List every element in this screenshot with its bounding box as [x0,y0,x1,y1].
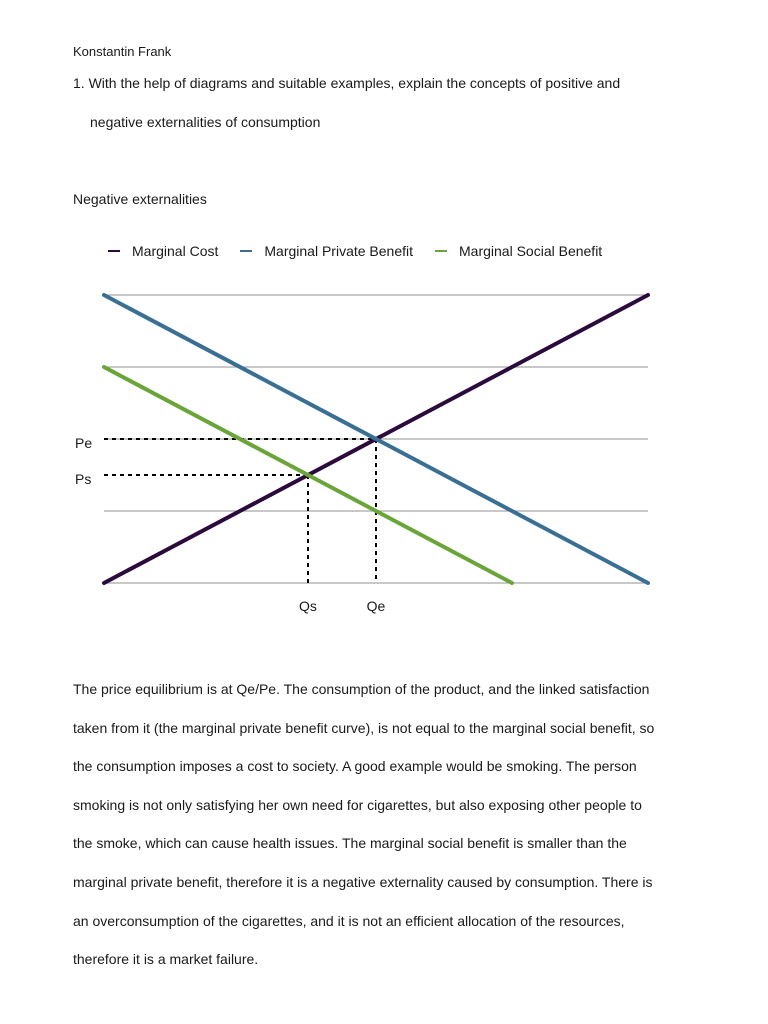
paragraph-line: the smoke, which can cause health issues. The marginal social benefit is smaller than the [73,835,627,852]
paragraph-line: smoking is not only satisfying her own need for cigarettes, but also exposing other people to [73,796,642,813]
paragraph-line: marginal private benefit, therefore it is a negative externality caused by consumption. There is [73,873,653,890]
y-tick-label-pe: Pe [75,435,93,451]
paragraph-line: taken from it (the marginal private benefit curve), is not equal to the marginal social benefit, so [73,719,655,736]
paragraph-line: the consumption imposes a cost to society. A good example would be smoking. The person [73,758,637,775]
question-line-1: 1. With the help of diagrams and suitable examples, explain the concepts of positive and [73,75,621,91]
explanation-paragraph [73,676,703,985]
x-tick-label-qe: Qe [366,598,386,614]
x-tick-label-qs: Qs [299,598,317,614]
author-name: Konstantin Frank [73,44,172,59]
paragraph-line: therefore it is a market failure. [73,951,259,968]
section-title: Negative externalities [73,191,207,207]
paragraph-line: an overconsumption of the cigarettes, and it is not an efficient allocation of the resources, [73,912,625,929]
paragraph-line: The price equilibrium is at Qe/Pe. The consumption of the product, and the linked satisfaction [73,681,650,697]
legend-label-marginal-private-benefit: Marginal Private Benefit [264,243,414,259]
legend-label-marginal-cost: Marginal Cost [132,243,219,259]
question-line-2: negative externalities of consumption [90,114,321,130]
legend-label-marginal-social-benefit: Marginal Social Benefit [459,243,603,259]
y-tick-label-ps: Ps [75,471,92,487]
